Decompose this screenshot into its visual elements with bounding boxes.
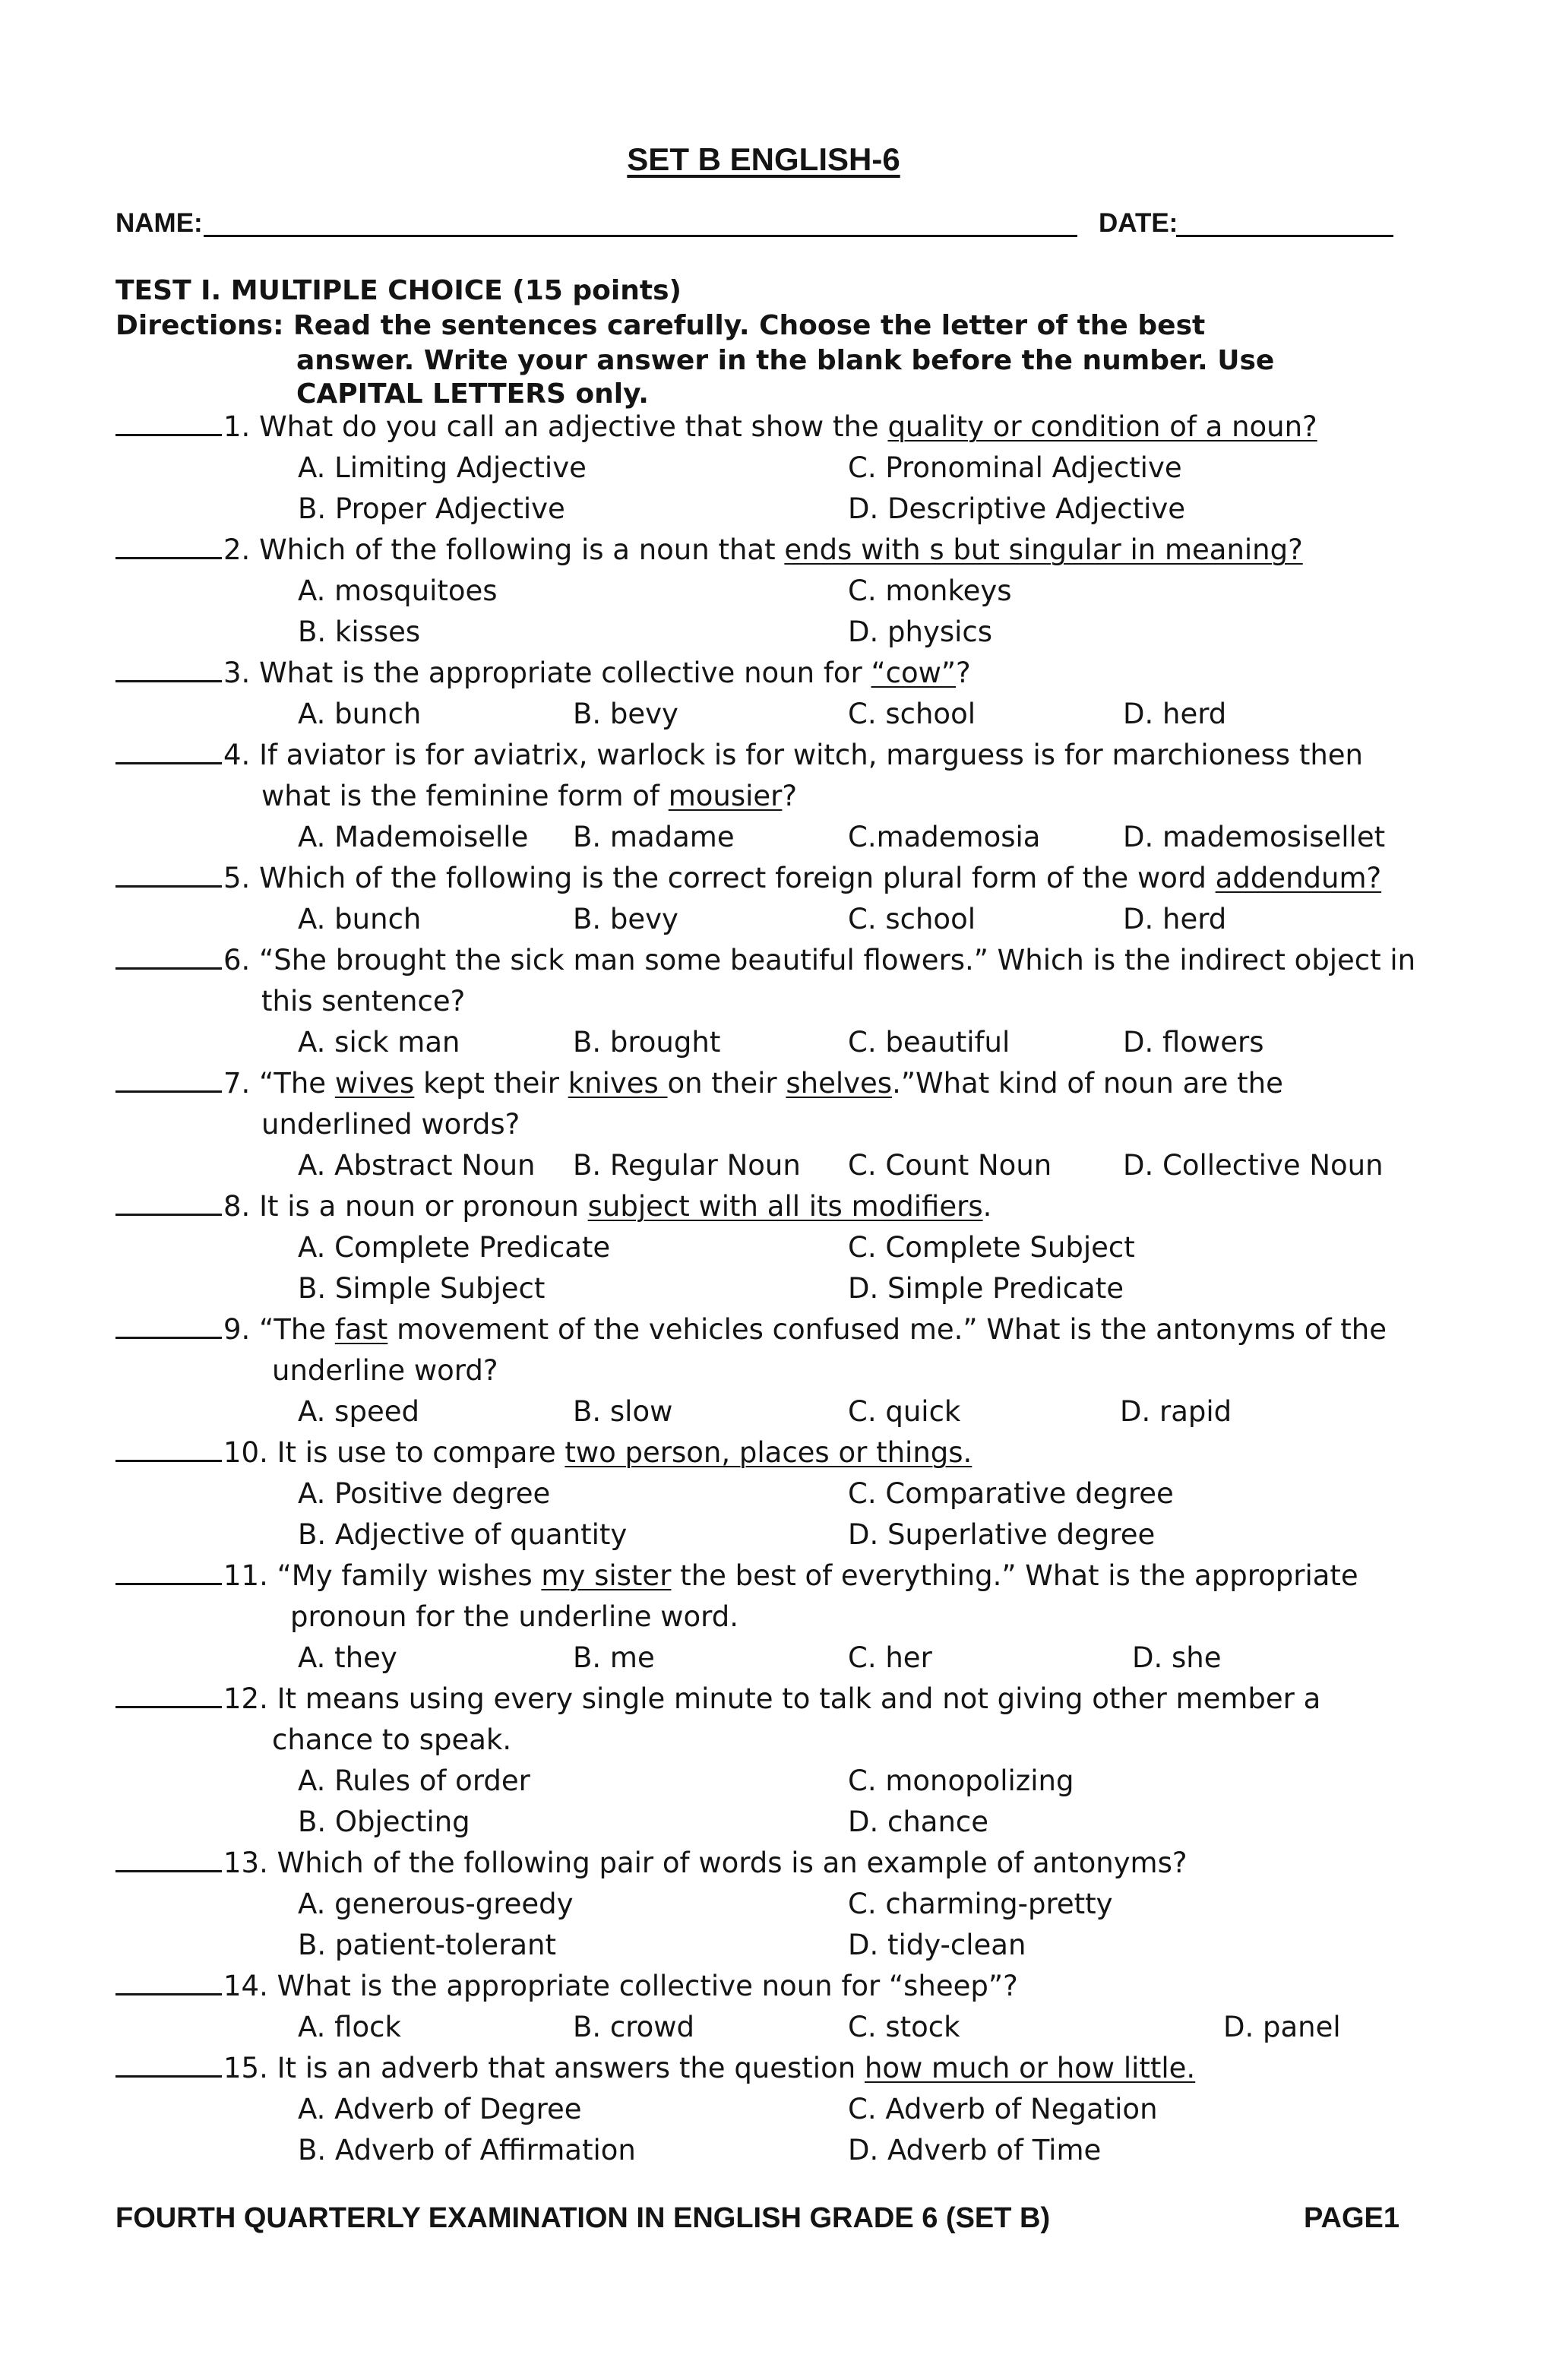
option: B. patient-tolerant	[298, 1929, 556, 1961]
question-11-continued: pronoun for the underline word.	[290, 1600, 738, 1633]
option: B. Proper Adjective	[298, 492, 565, 525]
question-7: 7. “The wives kept their knives on their shelves.”What kind of noun are the	[115, 1067, 1283, 1100]
option: A. bunch	[298, 698, 422, 730]
option: A. mosquitoes	[298, 574, 498, 607]
answer-blank[interactable]	[115, 1191, 222, 1216]
question-15: 15. It is an adverb that answers the question how much or how little.	[115, 2052, 1195, 2084]
option: A. speed	[298, 1395, 419, 1428]
option: C. beautiful	[848, 1026, 1010, 1059]
name-label: NAME:	[115, 208, 203, 238]
directions-line-1: Directions: Read the sentences carefully. Choose the letter of the best	[115, 310, 1206, 341]
option: C. Count Noun	[848, 1149, 1052, 1182]
date-field[interactable]	[1176, 235, 1393, 237]
option: C. charming-pretty	[848, 1888, 1113, 1920]
test-heading: TEST I. MULTIPLE CHOICE (15 points)	[115, 275, 682, 306]
option: C. her	[848, 1641, 932, 1674]
question-8: 8. It is a noun or pronoun subject with all its modifiers.	[115, 1190, 991, 1223]
answer-blank[interactable]	[115, 1847, 222, 1872]
option: C.mademosia	[848, 821, 1041, 853]
answer-blank[interactable]	[115, 657, 222, 682]
option: B. Regular Noun	[573, 1149, 801, 1182]
option: D. flowers	[1123, 1026, 1264, 1059]
page-number: PAGE1	[1304, 2202, 1400, 2234]
question-6-continued: this sentence?	[261, 985, 466, 1018]
option: D. panel	[1223, 2011, 1341, 2043]
option: C. quick	[848, 1395, 961, 1428]
option: D. herd	[1123, 903, 1227, 935]
question-5: 5. Which of the following is the correct foreign plural form of the word addendum?	[115, 862, 1381, 894]
option: D. she	[1132, 1641, 1222, 1674]
option: C. Pronominal Adjective	[848, 451, 1182, 484]
question-14: 14. What is the appropriate collective noun for “sheep”?	[115, 1970, 1018, 2002]
answer-blank[interactable]	[115, 1068, 222, 1093]
answer-blank[interactable]	[115, 534, 222, 559]
option: A. Complete Predicate	[298, 1231, 611, 1264]
question-7-continued: underlined words?	[261, 1108, 520, 1141]
question-6: 6. “She brought the sick man some beautiful flowers.” Which is the indirect object in	[115, 944, 1415, 976]
option: A. Rules of order	[298, 1764, 530, 1797]
option: A. Abstract Noun	[298, 1149, 536, 1182]
option: D. Simple Predicate	[848, 1272, 1124, 1305]
answer-blank[interactable]	[115, 862, 222, 888]
option: D. Descriptive Adjective	[848, 492, 1186, 525]
option: D. chance	[848, 1806, 989, 1838]
question-4: 4. If aviator is for aviatrix, warlock is for witch, marguess is for marchioness then	[115, 739, 1363, 771]
answer-blank[interactable]	[115, 739, 222, 764]
option: C. school	[848, 698, 976, 730]
option: A. they	[298, 1641, 397, 1674]
option: A. Adverb of Degree	[298, 2093, 582, 2125]
answer-blank[interactable]	[115, 1683, 222, 1708]
option: B. bevy	[573, 698, 678, 730]
option: A. Limiting Adjective	[298, 451, 587, 484]
option: B. bevy	[573, 903, 678, 935]
answer-blank[interactable]	[115, 2052, 222, 2078]
option: A. Mademoiselle	[298, 821, 529, 853]
option: D. Superlative degree	[848, 1518, 1156, 1551]
question-3: 3. What is the appropriate collective noun for “cow”?	[115, 657, 971, 689]
option: B. Adverb of Affirmation	[298, 2134, 636, 2166]
option: B. crowd	[573, 2011, 695, 2043]
option: A. bunch	[298, 903, 422, 935]
question-12-continued: chance to speak.	[272, 1723, 512, 1756]
option: D. physics	[848, 616, 993, 648]
question-1: 1. What do you call an adjective that show the quality or condition of a noun?	[115, 410, 1317, 443]
option: A. flock	[298, 2011, 401, 2043]
option: D. tidy-clean	[848, 1929, 1026, 1961]
page-title: SET B ENGLISH-6	[627, 141, 900, 177]
date-label: DATE:	[1099, 208, 1178, 238]
question-9: 9. “The fast movement of the vehicles confused me.” What is the antonyms of the	[115, 1313, 1387, 1346]
option: D. rapid	[1120, 1395, 1232, 1428]
option: C. Adverb of Negation	[848, 2093, 1158, 2125]
directions-line-2: answer. Write your answer in the blank before the number. Use	[296, 345, 1275, 376]
option: A. Positive degree	[298, 1477, 551, 1510]
question-2: 2. Which of the following is a noun that ends with s but singular in meaning?	[115, 533, 1303, 566]
answer-blank[interactable]	[115, 411, 222, 436]
question-13: 13. Which of the following pair of words is an example of antonyms?	[115, 1847, 1188, 1879]
name-field[interactable]	[204, 235, 1077, 237]
question-11: 11. “My family wishes my sister the best of everything.” What is the appropriate	[115, 1559, 1358, 1592]
answer-blank[interactable]	[115, 1560, 222, 1585]
answer-blank[interactable]	[115, 1970, 222, 1995]
option: B. Objecting	[298, 1806, 470, 1838]
directions-line-3: CAPITAL LETTERS only.	[296, 378, 649, 410]
option: D. mademosisellet	[1123, 821, 1386, 853]
option: C. monopolizing	[848, 1764, 1074, 1797]
option: C. Complete Subject	[848, 1231, 1135, 1264]
question-4-continued: what is the feminine form of mousier?	[261, 780, 798, 812]
question-10: 10. It is use to compare two person, places or things.	[115, 1436, 972, 1469]
answer-blank[interactable]	[115, 945, 222, 970]
question-9-continued: underline word?	[272, 1354, 498, 1387]
question-12: 12. It means using every single minute to talk and not giving other member a	[115, 1682, 1320, 1715]
option: B. kisses	[298, 616, 421, 648]
option: D. Adverb of Time	[848, 2134, 1102, 2166]
option: B. Adjective of quantity	[298, 1518, 628, 1551]
option: A. sick man	[298, 1026, 460, 1059]
option: C. monkeys	[848, 574, 1012, 607]
option: D. herd	[1123, 698, 1227, 730]
option: C. school	[848, 903, 976, 935]
option: D. Collective Noun	[1123, 1149, 1384, 1182]
footer-exam-title: FOURTH QUARTERLY EXAMINATION IN ENGLISH GRADE 6 (SET B)	[115, 2202, 1051, 2234]
option: C. stock	[848, 2011, 960, 2043]
answer-blank[interactable]	[115, 1437, 222, 1462]
option: B. madame	[573, 821, 735, 853]
option: B. slow	[573, 1395, 673, 1428]
option: C. Comparative degree	[848, 1477, 1174, 1510]
answer-blank[interactable]	[115, 1314, 222, 1339]
option: B. Simple Subject	[298, 1272, 546, 1305]
option: B. brought	[573, 1026, 721, 1059]
option: A. generous-greedy	[298, 1888, 574, 1920]
option: B. me	[573, 1641, 655, 1674]
